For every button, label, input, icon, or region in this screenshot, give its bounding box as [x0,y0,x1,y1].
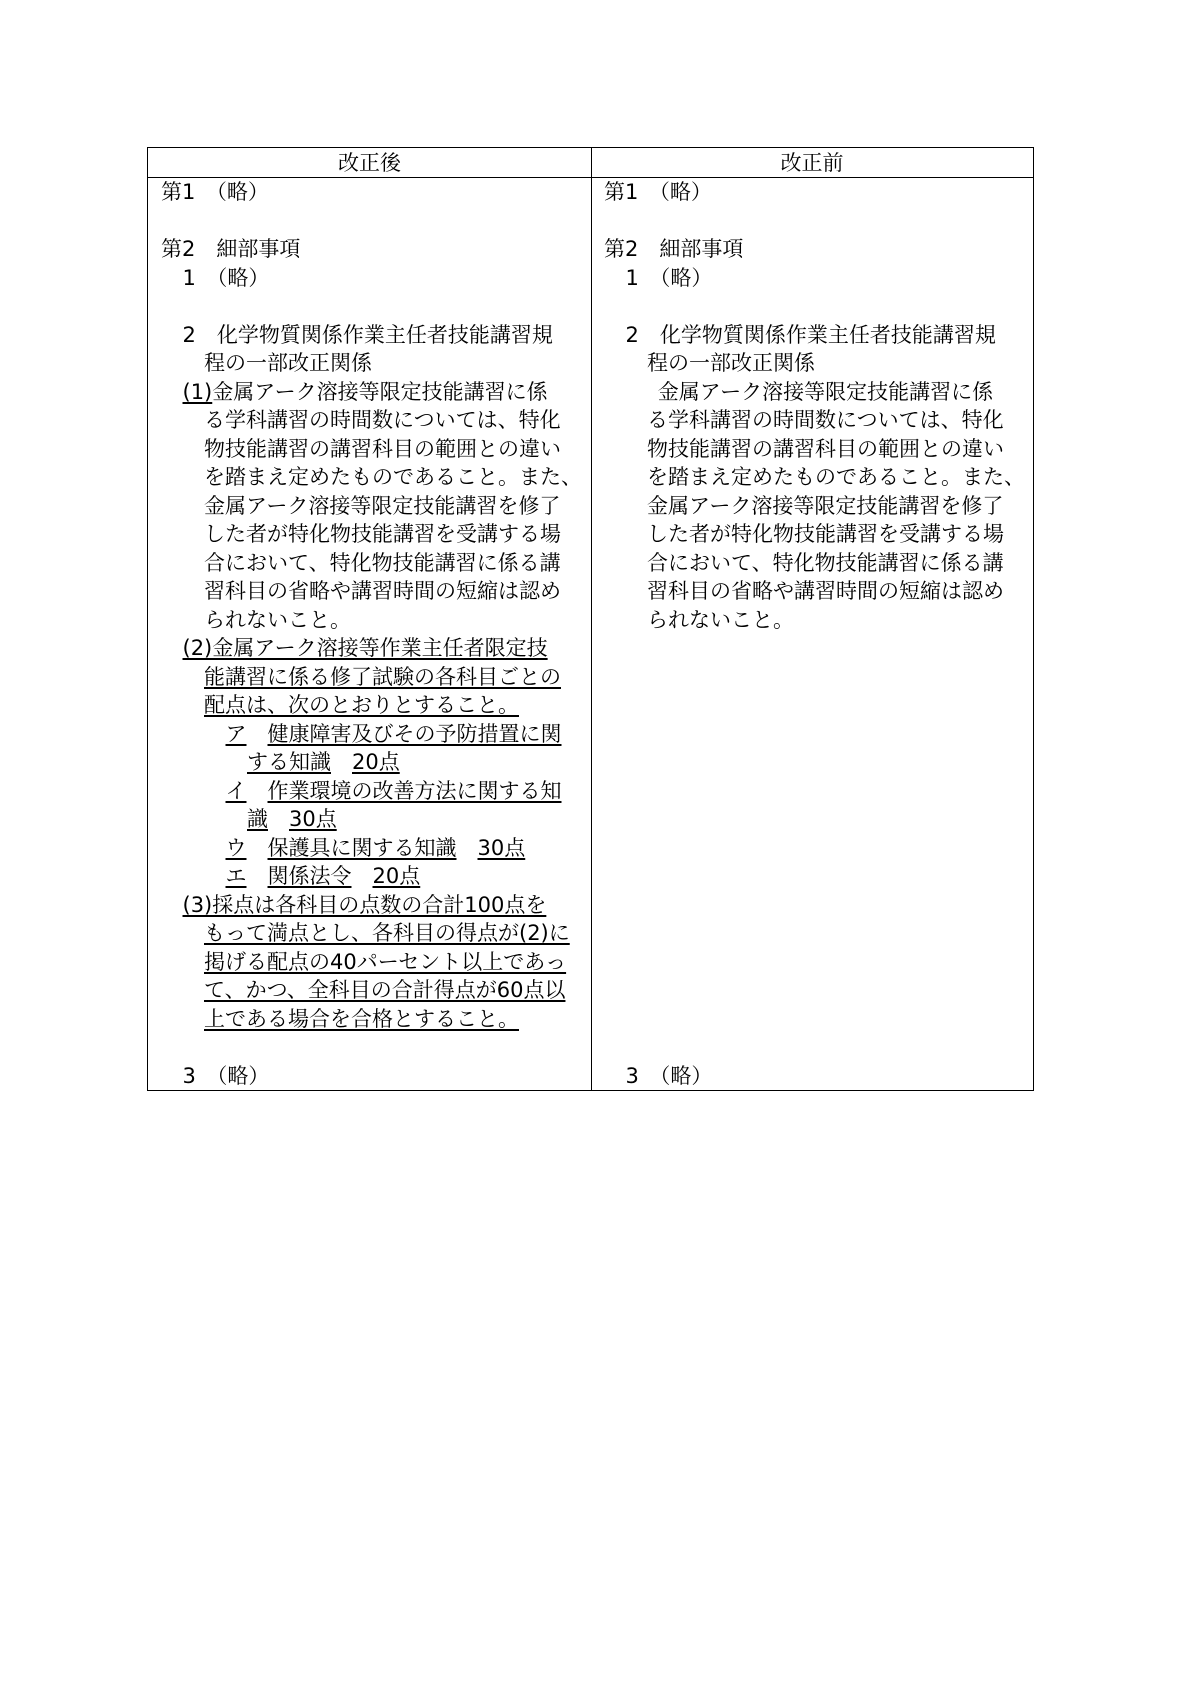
text-segment: 1 （略） [625,265,713,290]
text-line [148,235,591,264]
text-segment [247,722,268,746]
text-segment: られないこと。 [204,607,351,632]
text-line [591,349,1033,378]
text-line [591,1062,1033,1091]
text-segment: 2 化学物質関係作業主任者技能講習規 [625,322,996,347]
text-line [148,1005,591,1034]
text-line [148,720,591,749]
text-line [591,577,1033,606]
amended-text: イ [225,778,247,803]
text-segment: 合において、特化物技能講習に係る講 [204,550,561,575]
amended-text: (1) [182,379,213,404]
text-line [148,406,591,435]
amended-text: て、かつ、全科目の合計得点が60点以 [204,978,566,1002]
text-line [148,577,591,606]
text-line [591,606,1033,635]
text-line [148,805,591,834]
amended-text: (2)金属アーク溶接等作業主任者限定技 [182,636,548,660]
text-segment [247,864,268,888]
text-segment: 金属アーク溶接等限定技能講習に係 [657,379,994,404]
text-line [148,777,591,806]
amended-text: 保護具に関する知識 [267,835,457,860]
amended-text: (3)採点は各科目の点数の合計100点を [182,892,547,917]
text-line [148,862,591,891]
text-line [591,720,1033,749]
text-segment: を踏まえ定めたものであること。また、 [647,465,1025,489]
text-line [148,549,591,578]
text-line [591,634,1033,663]
text-line [148,492,591,521]
text-line [591,748,1033,777]
text-line [148,948,591,977]
text-segment [247,779,268,803]
text-line [148,919,591,948]
text-segment: 金属アーク溶接等限定技能講習を修了 [204,493,561,518]
text-line [148,891,591,920]
comparison-table [147,147,1034,1091]
text-segment: 第1 （略） [604,180,712,204]
amended-text: 関係法令 [267,864,352,888]
amended-text: 掲げる配点の40パーセント以上であっ [204,949,567,974]
amended-text: 配点は、次のとおりとすること。 [204,693,519,717]
text-segment: 1 （略） [182,265,270,290]
text-segment [457,836,478,860]
text-segment: 第2 細部事項 [604,237,744,261]
text-line [148,207,591,236]
amended-text: する知識 [247,750,331,774]
text-line [148,691,591,720]
text-line [591,549,1033,578]
amended-text: エ [225,864,247,888]
text-line [591,1033,1033,1062]
text-line [591,235,1033,264]
text-line [591,378,1033,407]
text-segment [247,836,268,860]
text-segment: 習科目の省略や講習時間の短縮は認め [647,579,1004,603]
text-line [591,463,1033,492]
text-line [148,634,591,663]
text-line [148,1033,591,1062]
text-line [148,435,591,464]
text-segment: 合において、特化物技能講習に係る講 [647,550,1004,575]
amended-text: 健康障害及びその予防措置に関 [267,721,562,746]
text-segment: る学科講習の時間数については、特化 [647,408,1004,432]
text-line [148,606,591,635]
text-segment: 金属アーク溶接等限定技能講習を修了 [647,493,1004,518]
text-line [148,264,591,293]
column-before [591,178,1033,1090]
text-segment: 3 （略） [182,1063,270,1088]
text-line [591,891,1033,920]
text-line [148,321,591,350]
text-line [591,321,1033,350]
text-line [591,207,1033,236]
amended-text: ウ [225,835,247,860]
text-segment: 金属アーク溶接等限定技能講習に係 [212,379,548,404]
text-segment: 3 （略） [625,1063,713,1088]
amended-text: 作業環境の改善方法に関する知 [267,778,562,803]
text-line [591,862,1033,891]
header-before: 改正前 [591,148,1033,178]
text-line [591,1005,1033,1034]
text-line [591,178,1033,207]
text-line [148,463,591,492]
text-line [591,264,1033,293]
text-line [591,520,1033,549]
column-after [148,178,591,1090]
text-segment: 物技能講習の講習科目の範囲との違い [647,436,1004,461]
text-segment: 物技能講習の講習科目の範囲との違い [204,436,561,461]
text-line [148,834,591,863]
text-segment: した者が特化物技能講習を受講する場 [647,522,1004,546]
text-segment [268,807,289,831]
text-segment: 2 化学物質関係作業主任者技能講習規 [182,322,553,347]
text-line [591,435,1033,464]
text-line [591,948,1033,977]
text-line [148,976,591,1005]
text-line [148,748,591,777]
amended-text: 上である場合を合格とすること。 [204,1006,519,1031]
text-line [591,691,1033,720]
text-segment: 第2 細部事項 [161,237,301,261]
text-line [591,663,1033,692]
amended-text: 30点 [289,807,337,831]
text-segment [331,750,352,774]
text-segment: 第1 （略） [161,180,269,204]
text-line [148,520,591,549]
text-line [148,292,591,321]
text-line [148,378,591,407]
text-line [148,178,591,207]
text-segment: を踏まえ定めたものであること。また、 [204,465,582,489]
text-line [591,406,1033,435]
text-line [591,976,1033,1005]
text-segment: 習科目の省略や講習時間の短縮は認め [204,579,561,603]
amended-text: 20点 [372,864,421,888]
text-segment: した者が特化物技能講習を受講する場 [204,522,561,546]
text-line [591,919,1033,948]
text-line [148,663,591,692]
amended-text: 能講習に係る修了試験の各科目ごとの [204,664,561,689]
text-segment: 程の一部改正関係 [647,351,815,375]
amended-text: 20点 [352,750,400,774]
text-line [591,492,1033,521]
amended-text: 30点 [477,835,526,860]
text-line [148,349,591,378]
amended-text: もって満点とし、各科目の得点が(2)に [204,921,570,945]
text-segment [352,864,373,888]
text-line [591,292,1033,321]
text-line [148,1062,591,1091]
text-line [591,777,1033,806]
amended-text: ア [225,721,247,746]
amended-text: 識 [247,807,268,831]
text-line [591,805,1033,834]
text-segment: る学科講習の時間数については、特化 [204,408,561,432]
text-segment: 程の一部改正関係 [204,351,372,375]
header-after: 改正後 [148,148,591,178]
text-line [591,834,1033,863]
text-segment: られないこと。 [647,607,794,632]
